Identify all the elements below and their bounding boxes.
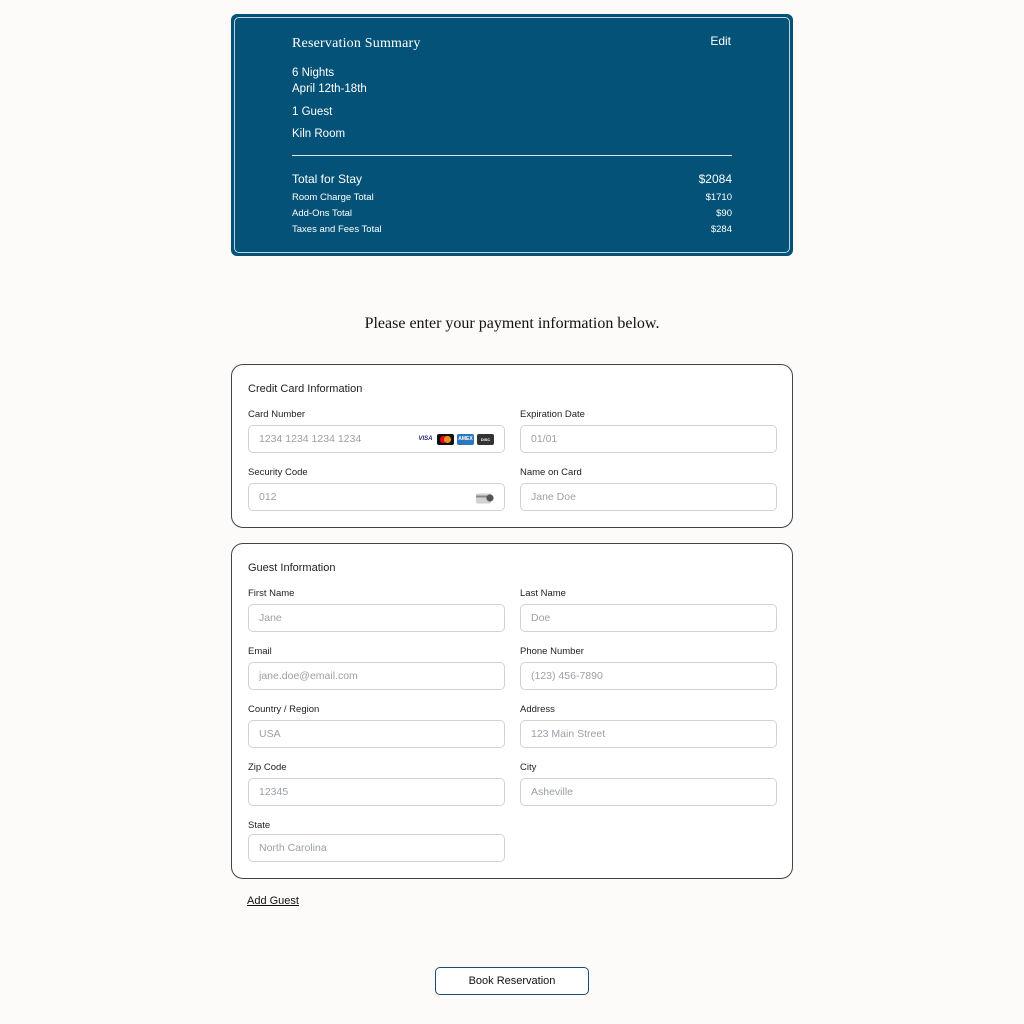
card-number-label: Card Number xyxy=(248,409,306,420)
summary-title: Reservation Summary xyxy=(292,36,421,51)
security-code-field[interactable] xyxy=(248,483,505,511)
address-field[interactable] xyxy=(520,720,777,748)
state-input[interactable] xyxy=(249,835,504,861)
nights-text: 6 Nights xyxy=(292,67,335,79)
total-row xyxy=(292,172,732,186)
amex-icon: AMEX xyxy=(457,434,474,445)
first-name-label: First Name xyxy=(248,588,295,599)
city-input[interactable] xyxy=(521,779,776,805)
security-code-input[interactable] xyxy=(249,484,504,510)
first-name-field[interactable] xyxy=(248,604,505,632)
addons-value: $90 xyxy=(716,208,732,219)
card-number-field[interactable] xyxy=(248,425,505,453)
address-input[interactable] xyxy=(521,721,776,747)
credit-card-panel xyxy=(231,364,793,528)
taxes-row xyxy=(292,224,732,235)
expiration-field[interactable] xyxy=(520,425,777,453)
total-value: $2084 xyxy=(698,172,732,186)
state-field[interactable] xyxy=(248,834,505,862)
email-label: Email xyxy=(248,646,272,657)
state-label: State xyxy=(248,820,271,831)
expiration-label: Expiration Date xyxy=(520,409,585,420)
address-label: Address xyxy=(520,704,555,715)
name-on-card-input[interactable] xyxy=(521,484,776,510)
email-input[interactable] xyxy=(249,663,504,689)
last-name-label: Last Name xyxy=(520,588,566,599)
add-guest-link[interactable]: Add Guest xyxy=(247,895,299,907)
name-on-card-label: Name on Card xyxy=(520,467,582,478)
guest-info-panel xyxy=(231,543,793,879)
city-label: City xyxy=(520,762,537,773)
guests-text: 1 Guest xyxy=(292,106,333,118)
phone-input[interactable] xyxy=(521,663,776,689)
name-on-card-field[interactable] xyxy=(520,483,777,511)
summary-divider xyxy=(292,155,732,156)
total-label: Total for Stay xyxy=(292,172,363,186)
dates-text: April 12th-18th xyxy=(292,83,367,95)
first-name-input[interactable] xyxy=(249,605,504,631)
last-name-field[interactable] xyxy=(520,604,777,632)
country-field[interactable] xyxy=(248,720,505,748)
security-code-label: Security Code xyxy=(248,467,308,478)
addons-row xyxy=(292,208,732,219)
email-field[interactable] xyxy=(248,662,505,690)
zip-input[interactable] xyxy=(249,779,504,805)
card-logos xyxy=(417,434,494,445)
taxes-label: Taxes and Fees Total xyxy=(292,224,382,235)
room-charge-value: $1710 xyxy=(705,192,732,203)
edit-reservation-link[interactable]: Edit xyxy=(710,34,731,48)
reservation-summary-card xyxy=(231,14,793,256)
last-name-input[interactable] xyxy=(521,605,776,631)
addons-label: Add-Ons Total xyxy=(292,208,353,219)
payment-prompt: Please enter your payment information below. xyxy=(364,315,660,332)
phone-field[interactable] xyxy=(520,662,777,690)
guest-info-title: Guest Information xyxy=(248,562,336,574)
phone-label: Phone Number xyxy=(520,646,584,657)
room-charge-label: Room Charge Total xyxy=(292,192,374,203)
book-reservation-button[interactable]: Book Reservation xyxy=(435,967,589,995)
room-charge-row xyxy=(292,192,732,203)
country-label: Country / Region xyxy=(248,704,320,715)
zip-field[interactable] xyxy=(248,778,505,806)
taxes-value: $284 xyxy=(710,224,732,235)
zip-label: Zip Code xyxy=(248,762,287,773)
expiration-input[interactable] xyxy=(521,426,776,452)
country-input[interactable] xyxy=(249,721,504,747)
discover-icon: DISC xyxy=(477,434,494,445)
city-field[interactable] xyxy=(520,778,777,806)
cvv-card-icon xyxy=(476,493,494,504)
credit-card-title: Credit Card Information xyxy=(248,383,363,395)
visa-icon: VISA xyxy=(417,434,434,445)
mastercard-icon xyxy=(437,434,454,445)
room-text: Kiln Room xyxy=(292,128,346,140)
